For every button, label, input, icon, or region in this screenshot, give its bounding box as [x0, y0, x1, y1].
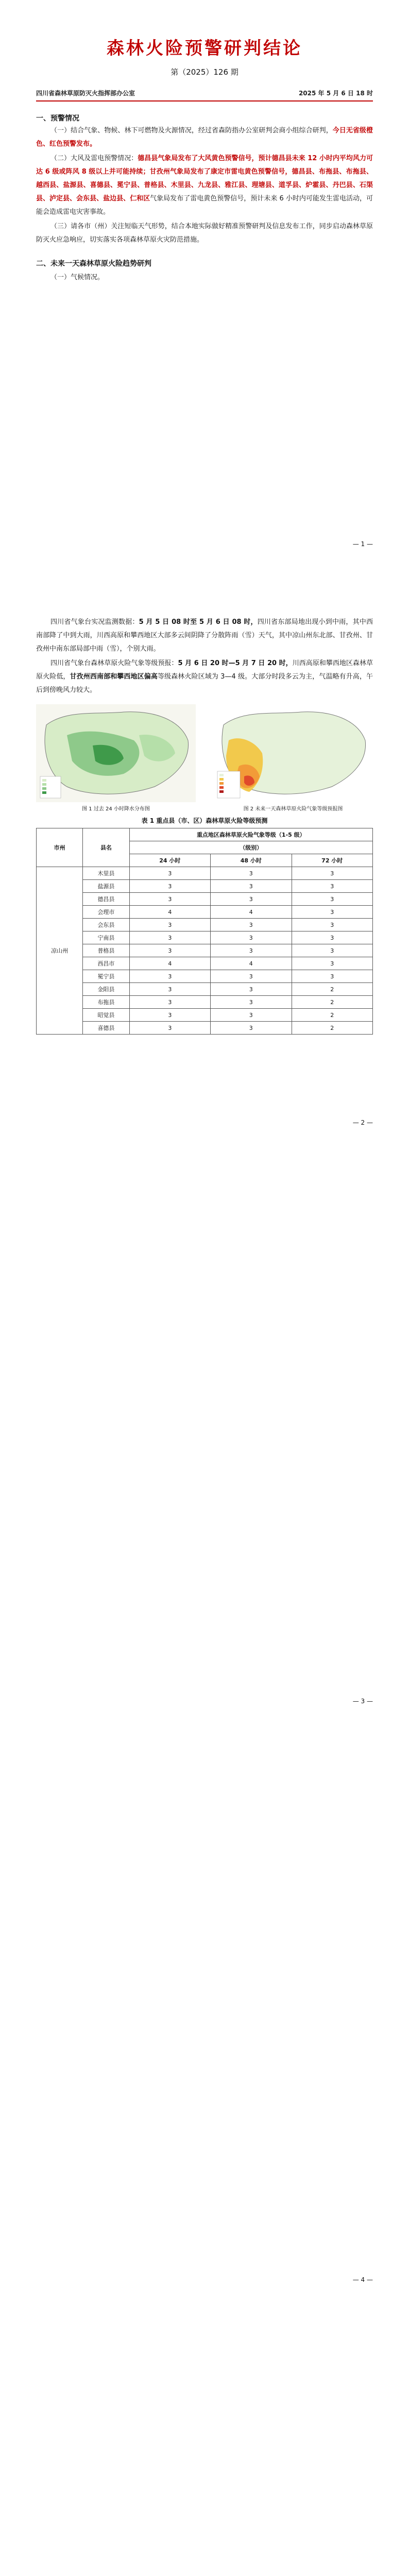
sec2-paragraph-2	[36, 657, 373, 697]
sec1-p2-counties: 德昌县、布拖县、布拖县、越西县、盐源县、喜德县、冕宁县、普格县、木里县、九龙县、雅江县、理塘县、道孚县、炉霍县、丹巴县、石渠县、泸定县、会东县、盐边县、仁和区	[36, 168, 373, 202]
cell-county: 木里县	[83, 867, 129, 880]
rainfall-map	[36, 704, 196, 802]
issue-number: 第（2025）126 期	[171, 67, 238, 77]
cell-level: 3	[211, 944, 292, 957]
cell-level: 3	[211, 1022, 292, 1035]
cell-county: 金阳县	[83, 983, 129, 996]
cell-level: 3	[292, 867, 373, 880]
sec2-p1-lead: 四川省气象台实况监测数据：	[50, 618, 139, 626]
page-1	[0, 0, 409, 579]
cell-level: 3	[211, 970, 292, 983]
cell-level: 3	[129, 867, 210, 880]
page-3	[0, 1157, 409, 1736]
cell-level: 4	[211, 957, 292, 970]
cell-level: 4	[129, 957, 210, 970]
sec2-p2-region: 甘孜州西南部和攀西地区偏高	[70, 673, 158, 681]
th-48h: 48 小时	[211, 854, 292, 867]
cell-level: 3	[211, 919, 292, 931]
cell-county: 会理市	[83, 906, 129, 919]
cell-county: 宁南县	[83, 931, 129, 944]
section-1-title: 一、预警情况	[36, 114, 79, 123]
table-row	[37, 919, 373, 931]
figure-2	[213, 704, 373, 812]
cell-level: 3	[292, 906, 373, 919]
cell-level: 3	[129, 893, 210, 906]
figure-1-caption: 图 1 过去 24 小时降水分布图	[82, 806, 150, 812]
page-5	[0, 2314, 409, 2576]
table-row	[37, 983, 373, 996]
cell-level: 3	[292, 970, 373, 983]
table-row	[37, 944, 373, 957]
cell-county: 盐源县	[83, 880, 129, 893]
issuer-row	[36, 89, 373, 101]
page-number: — 2 —	[352, 1119, 373, 1126]
document-title: 森林火险预警研判结论	[107, 38, 302, 59]
table-row	[37, 970, 373, 983]
issuer: 四川省森林草原防灭火指挥部办公室	[36, 90, 135, 97]
sec2-p2-lead: 四川省气象台森林草原火险气象等级预报：	[50, 659, 178, 667]
page-number: — 4 —	[352, 2276, 373, 2283]
cell-level: 3	[129, 983, 210, 996]
sec2-p2-tail: 等级森林火险区域为 3—4 级。大部分时段多云为主，气温略有升高，午后到傍晚风力较大。	[36, 673, 373, 694]
cell-level: 2	[292, 983, 373, 996]
th-group: 重点地区森林草原火险气象等级（1-5 级）	[129, 828, 372, 841]
sec1-p2-lead: （二）大风及雷电预警情况：	[50, 155, 138, 162]
table-row	[37, 996, 373, 1009]
cell-county: 会东县	[83, 919, 129, 931]
th-city: 市州	[37, 828, 83, 867]
sec1-p1-text: （一）结合气象、物候、林下可燃物及火源情况，经过省森防指办公室研判会商小组综合研判，	[50, 127, 333, 134]
cell-level: 3	[129, 931, 210, 944]
fire-risk-map	[213, 704, 373, 802]
cell-level: 3	[129, 1022, 210, 1035]
cell-level: 3	[292, 880, 373, 893]
cell-level: 3	[211, 983, 292, 996]
table-row	[37, 1022, 373, 1035]
cell-county: 冕宁县	[83, 970, 129, 983]
cell-level: 3	[129, 1009, 210, 1022]
cell-level: 3	[211, 880, 292, 893]
table-row	[37, 880, 373, 893]
cell-level: 3	[211, 867, 292, 880]
cell-level: 2	[292, 1009, 373, 1022]
cell-county: 布拖县	[83, 996, 129, 1009]
cell-level: 2	[292, 996, 373, 1009]
sec1-p2-warn: 德昌县气象局发布了大风黄色预警信号，预计德昌县未来 12 小时内平均风力可达 6 级或阵风 8 级以上并可能持续；甘孜州气象局发布了康定市雷电黄色预警信号，	[36, 155, 373, 176]
cell-level: 3	[129, 970, 210, 983]
page-number: — 3 —	[352, 1698, 373, 1705]
page-2	[0, 579, 409, 1157]
cell-county: 普格县	[83, 944, 129, 957]
cell-county: 德昌县	[83, 893, 129, 906]
section-2-title: 二、未来一天森林草原火险趋势研判	[36, 260, 151, 268]
page-4	[0, 1736, 409, 2314]
sec2-sub-1: （一）气候情况。	[50, 274, 105, 281]
risk-table-body	[37, 867, 373, 1035]
cell-level: 3	[211, 931, 292, 944]
table-row	[37, 893, 373, 906]
cell-level: 3	[211, 1009, 292, 1022]
sec2-paragraph-1	[36, 616, 373, 656]
table-row	[37, 931, 373, 944]
sec1-paragraph-3: （三）请各市（州）关注短临天气形势，结合本地实际做好精准预警研判及信息发布工作，同步启动森林草原防灭火应急响应，切实落实各项森林草原火灾防范措施。	[36, 223, 373, 244]
th-24h: 24 小时	[129, 854, 210, 867]
table-row	[37, 867, 373, 880]
sec2-p2-text: 川西高原和攀西地区森林草原火险低，	[36, 659, 373, 681]
cell-level: 3	[292, 931, 373, 944]
cell-level: 3	[129, 919, 210, 931]
risk-table	[36, 828, 373, 1035]
figure-2-caption: 图 2 未来一天森林草原火险气象等级预报图	[243, 806, 343, 812]
figure-1	[36, 704, 196, 812]
sec2-p1-time: 5 月 5 日 08 时至 5 月 6 日 08 时，	[139, 618, 258, 626]
figures-row	[36, 704, 373, 812]
table-row	[37, 957, 373, 970]
cell-level: 3	[129, 996, 210, 1009]
page-number: — 1 —	[352, 540, 373, 548]
sec1-paragraph-2	[36, 152, 373, 219]
sec2-p1-text: 四川省东部局地出现小到中雨，其中西南部降了中到大雨，川西高原和攀西地区大部多云间阴降了分散阵雨（雪）天气，其中凉山州东北部、甘孜州、甘孜州中南东部局部中雨（雪），个别大雨。	[36, 618, 373, 653]
cell-level: 4	[129, 906, 210, 919]
cell-level: 4	[211, 906, 292, 919]
cell-level: 3	[129, 944, 210, 957]
cell-city: 凉山州	[37, 867, 83, 1035]
th-group-sub: （级别）	[129, 841, 372, 854]
cell-level: 3	[211, 893, 292, 906]
table-1-caption: 表 1 重点县（市、区）森林草原火险等级预测	[141, 817, 268, 824]
cell-level: 2	[292, 1022, 373, 1035]
cell-county: 喜德县	[83, 1022, 129, 1035]
th-county: 县名	[83, 828, 129, 867]
cell-level: 3	[292, 957, 373, 970]
cell-level: 3	[129, 880, 210, 893]
issue-date: 2025 年 5 月 6 日 18 时	[298, 90, 373, 97]
table-row	[37, 906, 373, 919]
table-row	[37, 1009, 373, 1022]
cell-county: 西昌市	[83, 957, 129, 970]
cell-level: 3	[292, 944, 373, 957]
cell-level: 3	[211, 996, 292, 1009]
cell-county: 昭觉县	[83, 1009, 129, 1022]
sec1-p2-tail: 气象局发布了雷电黄色预警信号，预计未来 6 小时内可能发生雷电活动，可能会造成雷电灾害事故。	[36, 195, 373, 216]
sec1-paragraph-1	[36, 124, 373, 151]
th-72h: 72 小时	[292, 854, 373, 867]
sec2-p2-time: 5 月 6 日 20 时—5 月 7 日 20 时，	[178, 659, 293, 667]
cell-level: 3	[292, 919, 373, 931]
cell-level: 3	[292, 893, 373, 906]
sec1-p1-highlight: 今日无省级橙色、红色预警发布。	[36, 127, 373, 148]
